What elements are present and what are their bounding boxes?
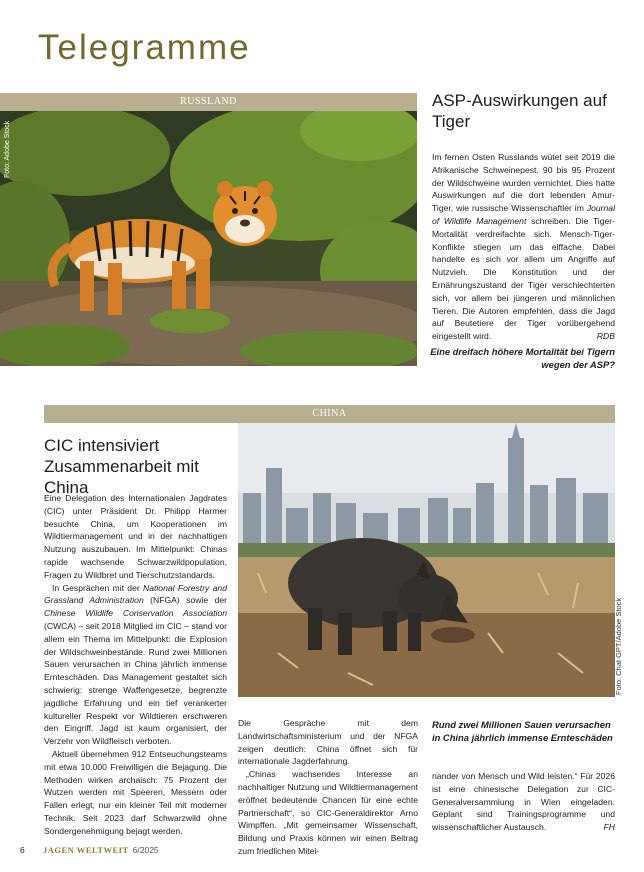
cic-paragraph-2: In Gesprächen mit der National Forestry and Grassland Administration (NFGA) sowie der Chinese Wildlife Conservation Association (CWCA) – seit 2018 Mitglied im CIC – stand vor allem ein Thema im Mittelpunkt: die Explosion der Wildschweinbestände. Rund zwei Millionen Sauen verursachen in China jährlich immense Ernteschäden. Das Management gestaltet sich schwierig: strenge Waffengesetze, begrenzte jagdliche Erfahrung und ein tief verankerter kultureller Respekt vor Wildtieren erschweren den Eingriff. Jagd ist kaum organisiert, der Verzehr von Wildfleisch verboten. [44, 582, 228, 747]
nfga-name: National Forestry and Grassland Administration [44, 582, 227, 606]
tiger-photo [0, 111, 417, 366]
footer-magazine [43, 845, 159, 855]
asp-article-body [432, 151, 615, 343]
asp-headline: ASP-Auswirkungen auf Tiger [432, 91, 607, 131]
tiger-photo-credit: Foto: Adobe Stock [4, 120, 11, 178]
cwca-name: Chinese Wildlife Conservation Association [44, 608, 227, 619]
cic-paragraph-5-end: nander von Mensch und Wild leisten.“ Für 2026 ist eine chinesische Delegation zur CIC-Generalversammlung in Wien eingeladen. Geplant sind Trainingsprogramme und wissenschaftlicher Austausch. [432, 771, 615, 833]
cic-article-column-2 [238, 717, 418, 858]
cic-paragraph-1: Eine Delegation des Internationalen Jagdrates (CIC) unter Präsident Dr. Philipp Harmer besuchte China, um Kooperationen im Wildtiermanagement und in der nachhaltigen Nutzung auszubauen. Im Mittelpunkt: Chinas rapide wachsende Schwarzwildpopulation, Fragen zu Wildbret und Tierschutzstandards. [44, 493, 227, 580]
page-title: Telegramme [38, 28, 251, 67]
tiger-illustration [0, 111, 417, 366]
asp-body-part2: schreiben. Die Tiger-Mortalität verdreifachte sich. Mensch-Tiger-Konflikte stiegen um das elffache. Dabei handelte es sich vor allem um Angriffe auf Nutzvieh. Die Konstitution und der Ernährungszustand der Tiger verschlechterten sich, vor allem bei jüngeren und männlichen Tieren. Die Autoren empfehlen, dass die Jagd auf Beutetiere der Tiger vorübergehend eingestellt wird. [432, 215, 615, 342]
cic-author-signature: FH [603, 822, 615, 833]
asp-author-signature: RDB [596, 331, 615, 342]
cic-paragraph-4: Die Gespräche mit dem Landwirtschaftsministerium und der NFGA zeigen deutlich: China öffnet sich für internationale Jagderfahrung. [238, 718, 418, 767]
page-number: 6 [20, 845, 25, 855]
boar-caption: Rund zwei Millionen Sauen verursachen in China jährlich immense Ernteschäden [432, 719, 613, 743]
issue-number: 6/2025 [132, 845, 159, 855]
asp-body-part1: Im fernen Osten Russlands wütet seit 2019 die Afrikanische Schweinepest. 90 bis 95 Prozent der Wildschweine wurden vernichtet. Dies hatte Auswirkungen auf die dort lebenden Amur-Tiger, wie russische Wissenschaftler im [432, 152, 615, 214]
section-band-russia: RUSSLAND [0, 93, 417, 111]
journal-name: Journal of Wildlife Management [432, 203, 615, 226]
boar-photo [238, 423, 615, 697]
cic-paragraph-3: Aktuell übernehmen 912 Entseuchungsteams mit etwa 10.000 Freiwilligen die Bejagung. Die Methoden wirken archaisch: 75 Prozent der Wutzen werden mit Speeren, Messern oder Fallen erlegt, nur ein kleiner Teil mit moderner Technik. Seit 2023 darf Schwarzwild ohne Sondergenehmigung bejagt werden. [44, 748, 227, 836]
cic-paragraph-5-start: „Chinas wachsendes Interesse an nachhaltiger Nutzung und Wildtiermanagement eröffnet bedeutende Chancen für eine echte Partnerschaft“, so CIC-Generaldirektor Arno Wimpffen. „Mit gemeinsamer Wissenschaft, Bildung und Praxis können wir einen Beitrag zum friedlichen Mitei- [238, 769, 418, 856]
tiger-caption: Eine dreifach höhere Mortalität bei Tigern wegen der ASP? [430, 346, 615, 370]
boar-illustration [238, 423, 615, 697]
section-band-china: CHINA [44, 405, 615, 423]
magazine-name: JAGEN WELTWEIT [43, 845, 129, 855]
boar-photo-credit: Foto: Chat GPT/Adobe Stock [614, 597, 623, 695]
cic-headline: CIC intensiviert Zusammenarbeit mit China [44, 436, 199, 497]
cic-article-column-3 [432, 770, 615, 834]
cic-article-column-1 [44, 492, 227, 838]
